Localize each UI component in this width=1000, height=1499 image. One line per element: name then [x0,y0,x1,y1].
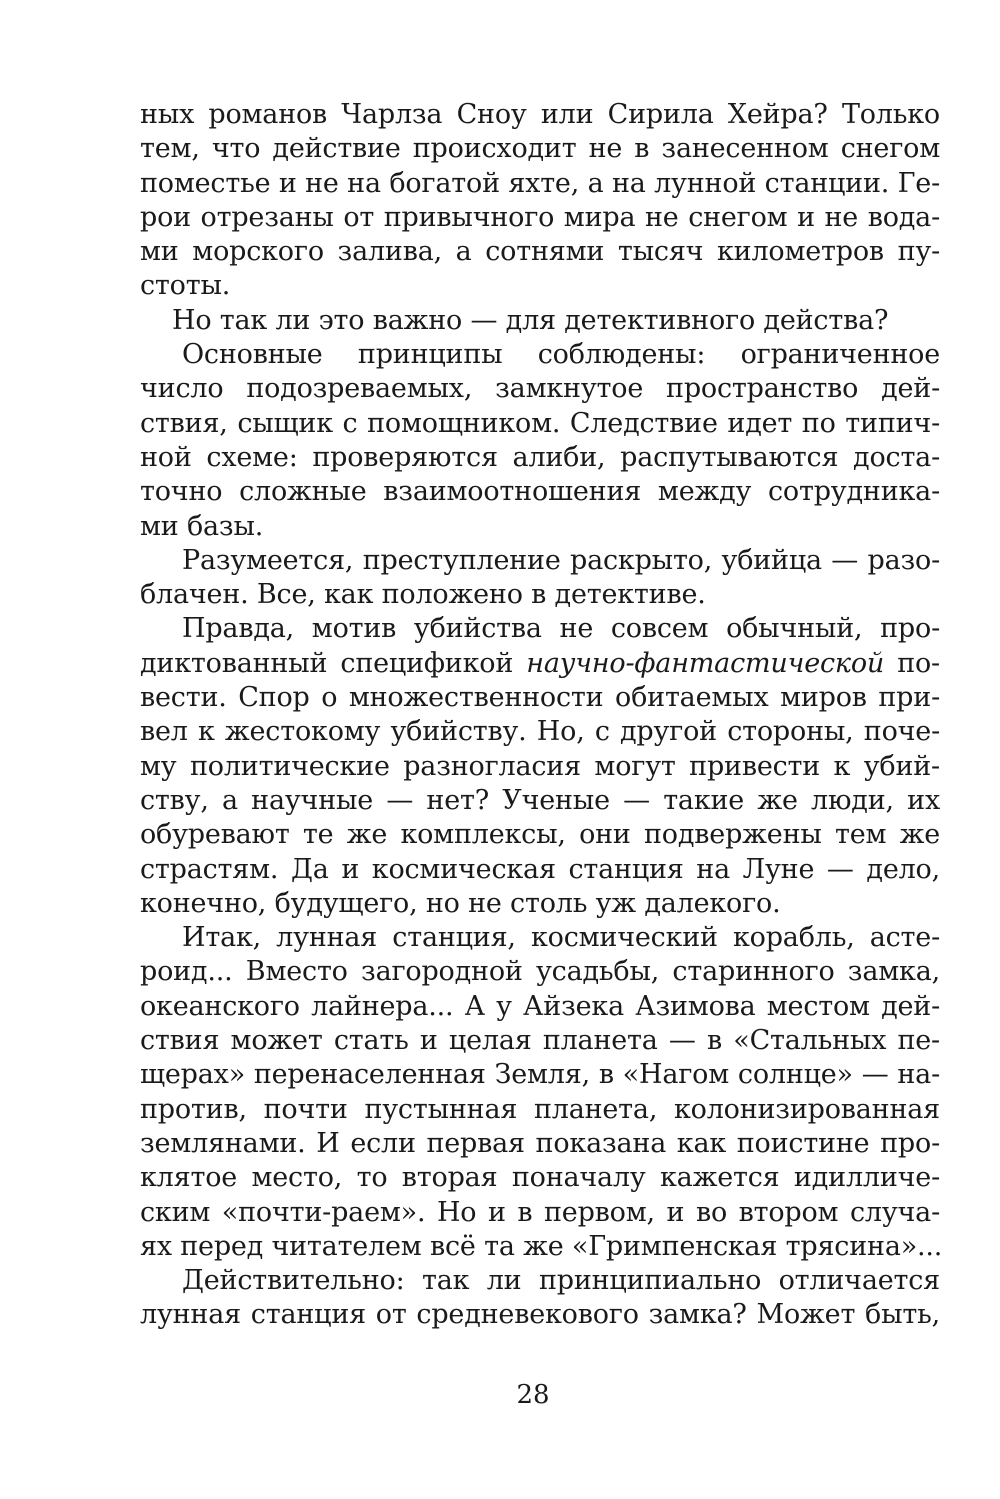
text-line: страстям. Да и космическая станция на Луне — дело, [140,853,940,885]
text-line: ми базы. [140,510,264,542]
text-line: Разумеется, преступление раскрыто, убийца — разо- [182,544,940,576]
text-line: лунная станция от средневекового замка? Может быть, [140,1299,940,1331]
text-line: клятое место, то вторая поначалу кажется идилличе- [140,1162,940,1194]
text-line: ных романов Чарлза Сноу или Сирила Хейра? Только [140,99,940,130]
body-text [140,98,943,1333]
text-line: ствия, сыщик с помощником. Следствие идет по типич- [140,407,940,439]
text-line: океанского лайнера... А у Айзека Азимова местом дей- [140,990,940,1022]
text-line: ми морского залива, а сотнями тысяч километров пу- [140,236,940,268]
text-line: роид... Вместо загородной усадьбы, старинного замка, [140,956,940,988]
text-line: против, почти пустынная планета, колонизированная [140,1093,940,1125]
text-line: ствия может стать и целая планета — в «Стальных пе- [140,1025,940,1057]
text-line: щерах» перенаселенная Земля, в «Нагом солнце» — на- [140,1059,940,1091]
text-line: вести. Спор о множественности обитаемых миров при- [140,682,940,714]
italic-term: научно-фантастической [526,647,885,679]
text-line: му политические разногласия могут привести к убий- [140,750,940,782]
text-line: вел к жестокому убийству. Но, с другой стороны, поче- [140,716,940,748]
text-line: Действительно: так ли принципиально отличается [182,1265,940,1297]
text-line: стоты. [140,270,231,302]
text-line: число подозреваемых, замкнутое пространство дей- [140,373,940,405]
text-line: обуревают те же комплексы, они подвержены тем же [140,819,940,851]
text-line: конечно, будущего, но не столь уж далекого. [140,887,781,919]
text-line: землянами. И если первая показана как поистине про- [140,1127,940,1159]
text-line: ским «почти-раем». Но и в первом, и во втором случа- [140,1196,940,1228]
text-line: Итак, лунная станция, космический корабль, асте- [182,922,940,954]
text-line: блачен. Все, как положено в детективе. [140,579,706,611]
text-line: поместье и не на богатой яхте, а на лунной станции. Ге- [140,167,940,199]
text-line: ях перед читателем всё та же «Гримпенская трясина»... [140,1230,943,1262]
text-line: Основные принципы соблюдены: ограниченное [182,339,940,371]
text-line: Но так ли это важно — для детективного действа? [172,304,889,336]
text-line: рои отрезаны от привычного мира не снегом и не вода- [140,201,940,233]
text-line: ной схеме: проверяются алиби, распутываются доста- [140,441,940,473]
page-number: 28 [516,1380,550,1410]
text-line: ству, а научные — нет? Ученые — такие же люди, их [140,784,940,816]
text-line: Правда, мотив убийства не совсем обычный, про- [182,613,940,645]
text-line-mixed [140,647,940,681]
text-run: диктованный спецификой [140,647,527,679]
text-line: тем, что действие происходит не в занесенном снегом [140,133,940,165]
text-run: по- [884,647,940,679]
text-line: точно сложные взаимоотношения между сотрудника- [140,476,940,508]
